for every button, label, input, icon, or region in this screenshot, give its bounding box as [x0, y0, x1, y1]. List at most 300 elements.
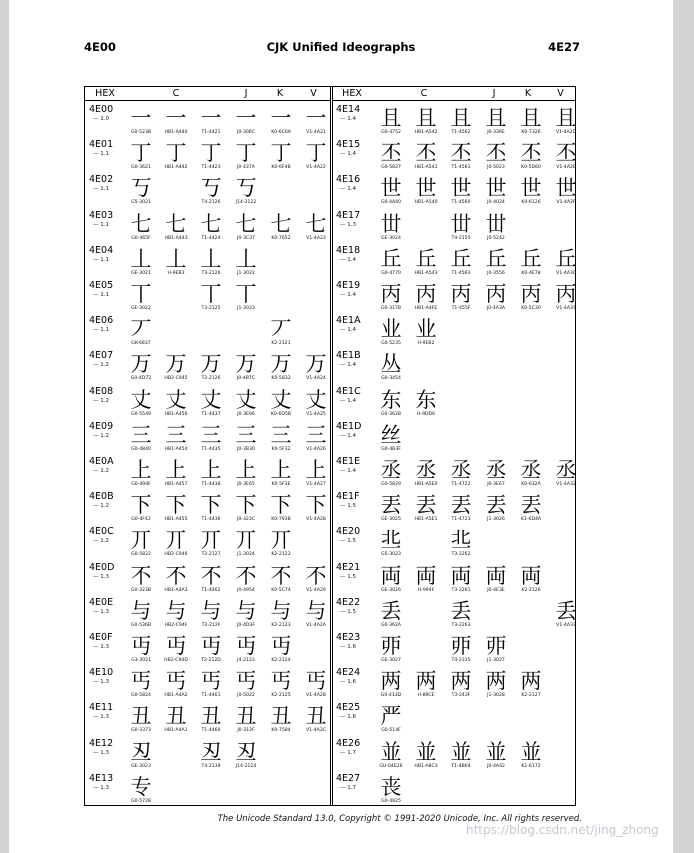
source-ref: K0-5C30 — [521, 306, 541, 311]
glyph-cell — [375, 424, 407, 458]
glyph-cell — [195, 177, 227, 211]
glyph-cell — [550, 248, 582, 282]
source-ref: HB2-C946 — [164, 552, 188, 558]
glyph-cell — [445, 494, 477, 528]
source-ref: J0-3556 — [487, 270, 505, 276]
source-ref: K2-2124 — [271, 658, 291, 663]
source-ref: HB1-A443 — [164, 235, 188, 241]
glyph-cell — [125, 776, 157, 810]
source-ref: K2-2127 — [521, 693, 541, 699]
glyph: 上 — [200, 458, 222, 482]
glyph: 上 — [130, 458, 152, 482]
glyph: 丂 — [200, 176, 222, 201]
row-version: — 1.4 — [340, 327, 356, 334]
glyph: 世 — [380, 176, 402, 201]
glyph: 並 — [415, 739, 437, 764]
source-ref: J0-4B7C — [236, 376, 256, 382]
glyph-cell — [160, 459, 192, 493]
glyph: 丌 — [270, 528, 292, 553]
glyph-cell — [125, 318, 157, 352]
source-ref: G0-362A — [380, 622, 402, 628]
glyph: 並 — [520, 739, 542, 764]
source-ref: G0-3373 — [131, 728, 151, 734]
glyph-cell — [300, 459, 332, 493]
glyph: 且 — [380, 106, 402, 130]
glyph: 七 — [235, 211, 257, 236]
glyph: 上 — [270, 458, 292, 482]
glyph: 七 — [130, 211, 152, 236]
source-ref: T1-4436 — [201, 517, 221, 523]
source-ref: HB1-A5E1 — [414, 517, 438, 523]
row-code: 4E22 — [336, 596, 361, 608]
glyph: 与 — [165, 598, 187, 623]
source-ref: K2-2121 — [271, 341, 291, 347]
source-ref: V1-4A26 — [306, 446, 326, 452]
glyph: 丢 — [450, 598, 472, 623]
source-ref: T1-4722 — [451, 482, 471, 487]
source-ref: GE-3021 — [131, 270, 151, 276]
glyph-cell — [410, 389, 442, 423]
glyph-cell — [445, 107, 477, 141]
glyph: 丞 — [485, 458, 507, 482]
source-ref: H-9EB2 — [417, 341, 435, 347]
glyph-cell — [230, 670, 262, 704]
glyph-cell — [375, 142, 407, 176]
glyph-cell — [515, 142, 547, 176]
code-chart-table — [84, 86, 576, 806]
row-code: 4E13 — [89, 772, 114, 784]
glyph-cell — [230, 353, 262, 387]
row-code: 4E0C — [89, 526, 114, 538]
source-ref: GE-3026 — [381, 587, 401, 593]
glyph: 丑 — [165, 704, 187, 729]
header-start-code: 4E00 — [84, 40, 116, 54]
glyph: 三 — [235, 422, 257, 447]
glyph: 丟 — [520, 493, 542, 518]
glyph-cell — [230, 107, 262, 141]
row-code: 4E27 — [336, 772, 361, 784]
row-code: 4E1F — [336, 491, 360, 503]
glyph-cell — [265, 213, 297, 247]
glyph-cell — [160, 494, 192, 528]
glyph: 丄 — [165, 246, 187, 271]
glyph-cell — [125, 459, 157, 493]
glyph-cell — [480, 635, 512, 669]
source-ref: V1-4A2F — [556, 200, 576, 206]
glyph-cell — [375, 600, 407, 634]
row-version: — 1.4 — [340, 256, 356, 263]
source-ref: T2-2126 — [201, 376, 221, 382]
glyph: 丣 — [380, 634, 402, 658]
source-ref: J0-5022 — [237, 693, 255, 699]
glyph: 丕 — [450, 141, 472, 166]
row-version: — 1.3 — [93, 784, 109, 791]
header-title: CJK Unified Ideographs — [266, 40, 416, 54]
glyph: 三 — [305, 422, 327, 447]
glyph-cell — [125, 177, 157, 211]
source-ref: HB2-C945 — [164, 376, 188, 382]
glyph: 三 — [165, 422, 187, 447]
source-ref: GE-3023 — [131, 763, 151, 769]
glyph-cell — [160, 389, 192, 423]
glyph-cell — [230, 705, 262, 739]
glyph: 且 — [485, 106, 507, 130]
glyph-cell — [375, 494, 407, 528]
glyph: 下 — [130, 493, 152, 518]
glyph: 丞 — [555, 458, 577, 482]
glyph-cell — [480, 107, 512, 141]
glyph: 丠 — [380, 528, 402, 553]
source-ref: G0-514F — [381, 728, 401, 734]
row-code: 4E04 — [89, 244, 114, 256]
source-ref: J1-3026 — [487, 517, 505, 523]
glyph-cell — [445, 600, 477, 634]
glyph: 严 — [380, 704, 402, 729]
row-code: 4E11 — [89, 702, 114, 714]
glyph: 両 — [415, 563, 437, 588]
glyph-cell — [195, 705, 227, 739]
glyph-cell — [160, 635, 192, 669]
glyph-cell — [480, 670, 512, 704]
glyph: 丘 — [380, 246, 402, 271]
row-version: — 1.5 — [340, 573, 356, 580]
row-code: 4E25 — [336, 702, 361, 714]
col-header-hex: HEX — [95, 88, 115, 99]
glyph: 両 — [520, 563, 542, 588]
source-ref: J1-3027 — [487, 658, 505, 663]
row-version: — 1.1 — [93, 292, 109, 298]
source-ref: G0-5827 — [381, 165, 401, 171]
glyph-cell — [195, 142, 227, 176]
row-version: — 1.1 — [93, 221, 109, 228]
glyph: 丟 — [485, 493, 507, 518]
source-ref: T1-4461 — [201, 693, 221, 699]
glyph-cell — [375, 177, 407, 211]
glyph-cell — [375, 565, 407, 599]
glyph: 丙 — [555, 282, 577, 306]
source-ref: J14-2122 — [235, 200, 257, 206]
glyph-cell — [410, 107, 442, 141]
glyph: 並 — [380, 739, 402, 764]
source-ref: HB1-A542 — [414, 130, 438, 135]
source-ref: J4-2123 — [237, 658, 255, 663]
glyph: 並 — [485, 739, 507, 764]
source-ref: T1-4435 — [201, 446, 221, 452]
glyph: 両 — [485, 563, 507, 588]
glyph-cell — [375, 318, 407, 352]
glyph-cell — [265, 107, 297, 141]
glyph: 世 — [415, 176, 437, 201]
source-ref: K0-7584 — [271, 728, 291, 734]
row-code: 4E19 — [336, 280, 361, 291]
source-ref: G3-3021 — [131, 658, 151, 663]
glyph-cell — [480, 213, 512, 247]
header-rule — [85, 100, 330, 101]
glyph-cell — [300, 389, 332, 423]
glyph: 両 — [380, 563, 402, 588]
source-ref: HB1-A4A3 — [164, 587, 188, 593]
glyph-cell — [160, 565, 192, 599]
glyph: 丢 — [380, 598, 402, 623]
glyph: 下 — [165, 493, 187, 518]
source-ref: G0-536B — [130, 622, 152, 628]
source-ref: GU-04E26 — [379, 763, 403, 769]
glyph: 两 — [415, 669, 437, 694]
glyph-cell — [160, 424, 192, 458]
col-header-j: J — [492, 88, 496, 99]
source-ref: V1-4A29 — [306, 587, 326, 593]
glyph: 七 — [305, 211, 327, 236]
glyph-cell — [550, 459, 582, 493]
glyph-cell — [515, 459, 547, 493]
col-header-c: C — [420, 88, 428, 99]
glyph-cell — [265, 600, 297, 634]
source-ref: G0-323B — [130, 587, 152, 593]
glyph: 万 — [305, 352, 327, 377]
glyph-cell — [265, 389, 297, 423]
glyph: 丁 — [235, 141, 257, 166]
glyph-cell — [195, 529, 227, 563]
glyph-cell — [265, 318, 297, 352]
source-ref: V1-4A2A — [306, 622, 326, 628]
glyph: 丁 — [165, 141, 187, 166]
source-ref: V1-4A2C — [306, 728, 326, 734]
glyph-cell — [125, 389, 157, 423]
row-version: — 1.5 — [340, 608, 356, 615]
glyph: 丁 — [130, 141, 152, 166]
source-ref: G0-494F — [131, 482, 151, 487]
row-version: — 1.1 — [93, 256, 109, 263]
glyph-cell — [445, 459, 477, 493]
glyph: 丐 — [130, 669, 152, 694]
glyph: 三 — [130, 422, 152, 447]
glyph: 丅 — [130, 282, 152, 306]
glyph: 丏 — [130, 634, 152, 658]
glyph: 丏 — [270, 634, 292, 658]
glyph-cell — [195, 494, 227, 528]
glyph: 丕 — [520, 141, 542, 166]
glyph-cell — [515, 741, 547, 775]
source-ref: V1-4A30 — [556, 270, 576, 276]
row-code: 4E01 — [89, 139, 114, 151]
source-ref: J1-3023 — [237, 306, 255, 311]
source-ref: T3-243F — [451, 693, 471, 699]
source-ref: GK-6837 — [131, 341, 151, 347]
glyph-cell — [410, 670, 442, 704]
glyph: 与 — [270, 598, 292, 623]
source-ref: G0-4B3F — [381, 446, 401, 452]
glyph-cell — [125, 741, 157, 775]
glyph-cell — [230, 635, 262, 669]
glyph-cell — [230, 248, 262, 282]
source-ref: T2-212D — [201, 658, 221, 663]
glyph: 丅 — [200, 282, 222, 306]
glyph: 丘 — [555, 246, 577, 271]
row-code: 4E00 — [89, 104, 114, 115]
glyph: 世 — [485, 176, 507, 201]
source-ref: J0-336E — [487, 130, 505, 135]
row-version: — 1.6 — [340, 644, 356, 650]
row-code: 4E1E — [336, 456, 361, 467]
glyph: 丐 — [270, 669, 292, 694]
glyph: 丠 — [450, 528, 472, 553]
glyph: 丈 — [130, 387, 152, 412]
glyph-cell — [265, 494, 297, 528]
source-ref: G0-465F — [131, 235, 151, 241]
row-version: — 1.4 — [340, 397, 356, 404]
source-ref: T3-2262 — [451, 552, 471, 558]
glyph-cell — [160, 107, 192, 141]
glyph-cell — [445, 670, 477, 704]
row-code: 4E12 — [89, 737, 114, 749]
glyph: 七 — [270, 211, 292, 236]
source-ref: G0-5728 — [131, 798, 151, 804]
source-ref: T3-2126 — [201, 270, 221, 276]
glyph-cell — [265, 565, 297, 599]
glyph-cell — [375, 248, 407, 282]
glyph-cell — [410, 283, 442, 317]
source-ref: T1-4437 — [201, 411, 221, 417]
header-rule — [333, 100, 576, 101]
glyph-cell — [375, 670, 407, 704]
glyph-cell — [375, 459, 407, 493]
glyph-cell — [515, 177, 547, 211]
glyph: 一 — [165, 106, 187, 130]
glyph-cell — [195, 741, 227, 775]
glyph: 不 — [200, 563, 222, 588]
glyph-cell — [300, 600, 332, 634]
glyph-cell — [230, 529, 262, 563]
source-ref: G0-5235 — [381, 341, 401, 347]
glyph: 不 — [305, 563, 327, 588]
row-version: — 1.3 — [93, 749, 109, 756]
glyph: 丌 — [130, 528, 152, 553]
glyph-cell — [445, 213, 477, 247]
source-ref: J0-4E3E — [487, 587, 505, 593]
glyph: 专 — [130, 774, 152, 799]
col-header-j: J — [244, 88, 248, 99]
glyph: 丟 — [415, 493, 437, 518]
source-ref: T1-4561 — [451, 165, 471, 171]
source-ref: G0-5829 — [381, 482, 401, 487]
source-ref: T1-4563 — [451, 270, 471, 276]
source-ref: G5-3021 — [131, 200, 151, 206]
source-ref: K0-6C69 — [271, 130, 291, 135]
glyph: 丟 — [450, 493, 472, 518]
source-ref: HB1-A442 — [164, 165, 188, 171]
glyph-cell — [375, 776, 407, 810]
source-ref: J1-3024 — [237, 552, 255, 558]
source-ref: J0-437A — [237, 165, 255, 171]
source-ref: H-9DD6 — [416, 411, 436, 417]
glyph-cell — [265, 353, 297, 387]
glyph-cell — [410, 318, 442, 352]
glyph-cell — [230, 283, 262, 317]
glyph: 丛 — [380, 352, 402, 377]
glyph: 丄 — [200, 246, 222, 271]
glyph-cell — [230, 424, 262, 458]
source-ref: J0-323C — [237, 517, 255, 523]
glyph-cell — [300, 670, 332, 704]
source-ref: G0-4770 — [381, 270, 401, 276]
source-ref: T1-4723 — [451, 517, 471, 523]
glyph-cell — [480, 494, 512, 528]
source-ref: J0-4A3A — [486, 306, 506, 311]
glyph: 丕 — [415, 141, 437, 166]
glyph: 一 — [235, 106, 257, 130]
row-version: — 1.3 — [93, 679, 109, 686]
watermark-text: https://blog.csdn.net/jing_zhong — [466, 823, 659, 837]
glyph-cell — [125, 213, 157, 247]
source-ref: HB1-A454 — [164, 446, 188, 452]
col-header-k: K — [524, 88, 532, 99]
row-code: 4E0F — [89, 632, 113, 643]
glyph-cell — [125, 248, 157, 282]
glyph-cell — [300, 705, 332, 739]
row-version: — 1.0 — [93, 116, 109, 122]
glyph: 丑 — [270, 704, 292, 729]
row-code: 4E06 — [89, 315, 114, 327]
glyph: 丙 — [485, 282, 507, 306]
glyph: 丘 — [485, 246, 507, 271]
glyph-cell — [195, 565, 227, 599]
glyph-cell — [375, 529, 407, 563]
glyph: 丘 — [415, 246, 437, 271]
glyph-cell — [125, 705, 157, 739]
source-ref: V1-4A33 — [556, 622, 576, 628]
source-ref: G0-4925 — [381, 798, 401, 804]
glyph-cell — [160, 353, 192, 387]
glyph-cell — [160, 705, 192, 739]
row-code: 4E0E — [89, 596, 114, 608]
glyph-cell — [265, 142, 297, 176]
glyph: 丒 — [130, 739, 152, 764]
source-ref: J0-4D3F — [237, 622, 255, 628]
glyph-cell — [230, 459, 262, 493]
glyph-cell — [515, 248, 547, 282]
glyph-cell — [195, 283, 227, 317]
glyph-cell — [410, 142, 442, 176]
glyph: 丧 — [380, 774, 402, 799]
source-ref: T1-4462 — [201, 587, 221, 593]
source-ref: J0-312F — [237, 728, 255, 734]
glyph: 不 — [165, 563, 187, 588]
glyph: 丂 — [235, 176, 257, 201]
glyph: 丌 — [165, 528, 187, 553]
glyph: 丘 — [450, 246, 472, 271]
glyph-cell — [125, 670, 157, 704]
source-ref: HB1-A455 — [164, 517, 188, 523]
glyph: 丏 — [165, 634, 187, 658]
row-code: 4E07 — [89, 350, 114, 362]
glyph-cell — [195, 600, 227, 634]
row-version: — 1.2 — [93, 538, 109, 545]
glyph: 丗 — [485, 211, 507, 236]
glyph: 丑 — [200, 704, 222, 729]
source-ref: G0-3454 — [381, 376, 401, 382]
glyph-cell — [410, 565, 442, 599]
glyph: 世 — [450, 176, 472, 201]
source-ref: K2-2125 — [271, 693, 291, 699]
glyph-cell — [480, 741, 512, 775]
source-ref: J1-3022 — [237, 270, 255, 276]
source-ref: J0-4A42 — [487, 763, 505, 769]
glyph-cell — [445, 248, 477, 282]
glyph-cell — [410, 248, 442, 282]
glyph: 丐 — [235, 669, 257, 694]
glyph: 丘 — [520, 246, 542, 271]
source-ref: T1-4438 — [201, 482, 221, 487]
